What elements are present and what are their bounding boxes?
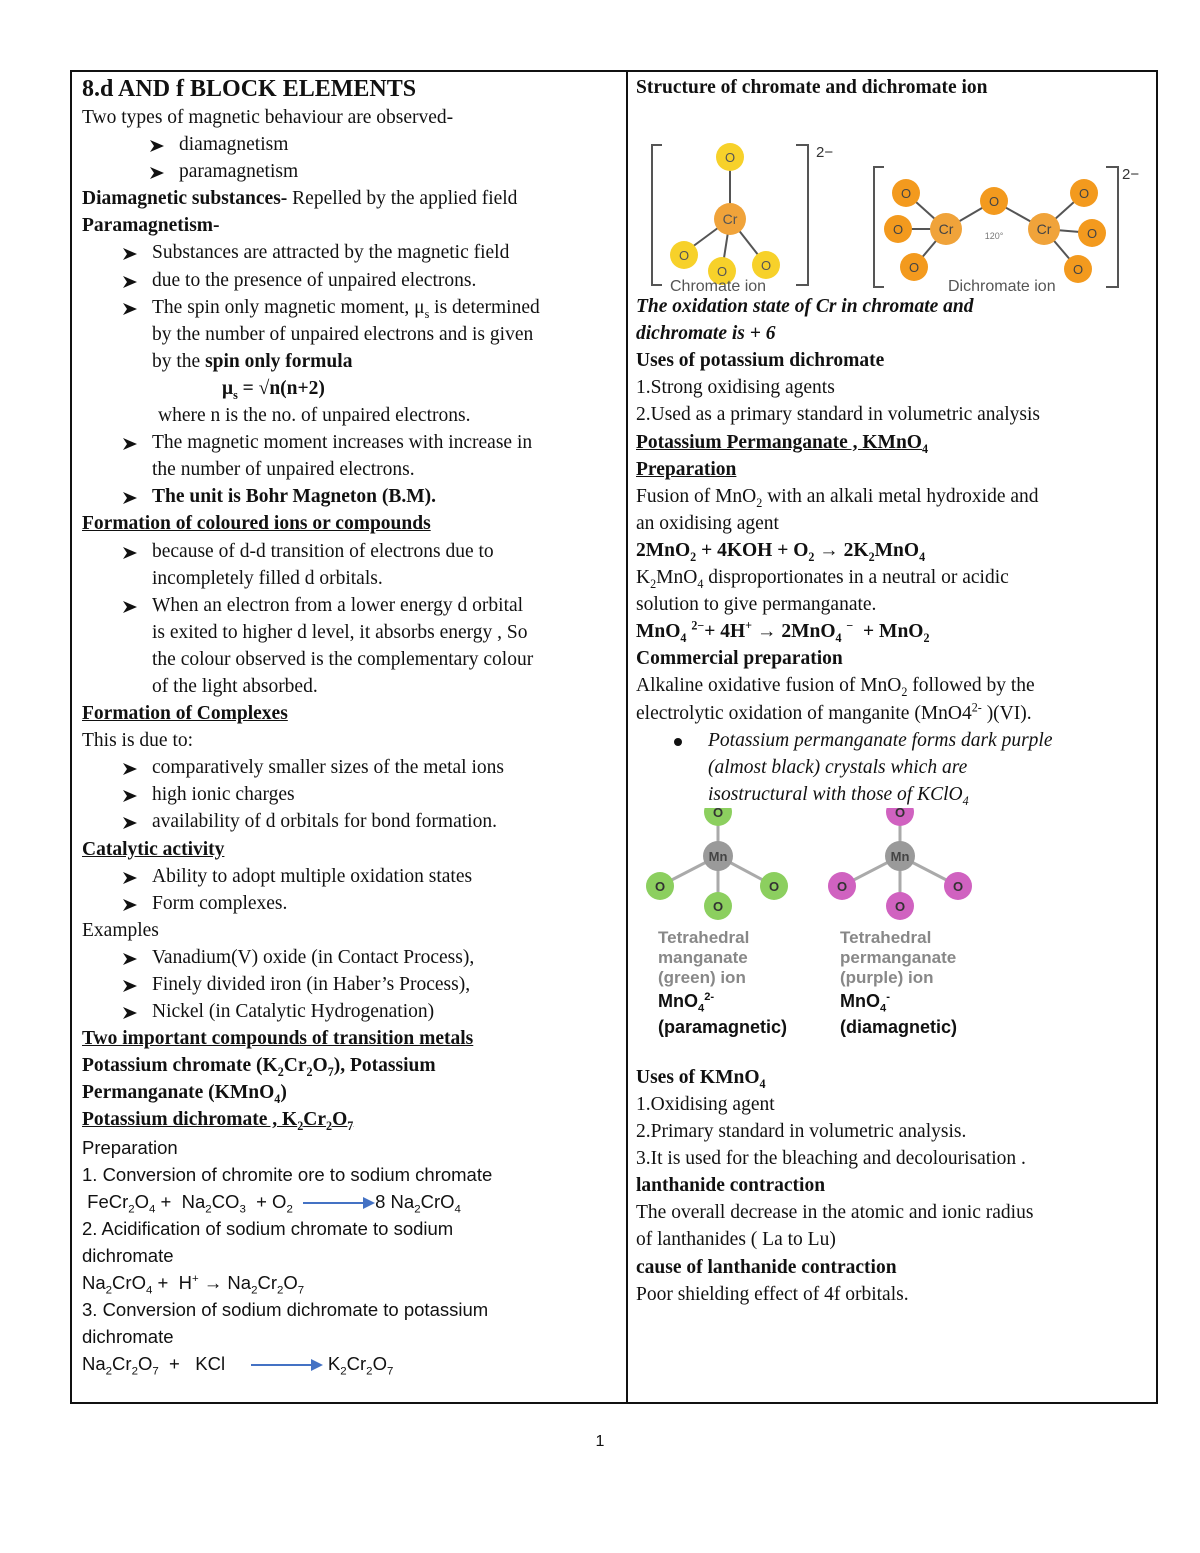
list-item: paramagnetism: [82, 158, 622, 185]
column-divider: [626, 70, 628, 1404]
page-number: 1: [595, 1433, 605, 1450]
list-item: Ability to adopt multiple oxidation states: [82, 863, 622, 890]
equation-1: $FeCr_2O_4 + Na_2CO_3 + O_2$ 8 $Na_2CrO_4$: [82, 1190, 461, 1216]
list-item: comparatively smaller sizes of the metal ions: [82, 754, 622, 781]
purple-text: (almost black) crystals which are: [708, 756, 968, 778]
section-heading: Structure of chromate and dichromate ion: [636, 77, 988, 98]
coloured-text: is exited to higher d level, it absorbs energy , So: [152, 621, 528, 643]
svg-text:O: O: [988, 194, 1000, 210]
diamagnetic-definition: Diamagnetic substances- Repelled by the applied field: [82, 188, 518, 210]
arrow-bullet-icon: [122, 944, 138, 966]
arrow-bullet-icon: [122, 781, 138, 803]
oxidation-state-b: dichromate is + 6: [636, 323, 776, 345]
svg-text:O: O: [908, 260, 920, 276]
arrow-bullet-icon: [122, 267, 138, 289]
increase-text: the number of unpaired electrons.: [152, 459, 415, 481]
arrow-bullet-icon: [122, 890, 138, 912]
dichromate-label: Dichromate ion: [948, 278, 1056, 296]
section-heading: Commercial preparation: [636, 648, 843, 670]
dichromate-charge: 2−: [1122, 166, 1140, 184]
section-heading: Potassium Permanganate , KMnO$_4$: [636, 431, 929, 456]
list-item: 1.Strong oxidising agents: [636, 377, 835, 399]
list-item: When an electron from a lower energy d orbital: [82, 592, 622, 619]
list-item: Vanadium(V) oxide (in Contact Process),: [82, 944, 622, 971]
svg-text:O: O: [724, 150, 736, 166]
arrow-bullet-icon: [122, 538, 138, 560]
coloured-text: of the light absorbed.: [152, 675, 318, 697]
section-heading: Formation of coloured ions or compounds: [82, 513, 431, 535]
list-item: due to the presence of unpaired electrons.: [82, 267, 622, 294]
tetrahedral-ions-icon: [636, 808, 1151, 928]
manganate-label: Tetrahedral manganate (green) ion MnO$_4^{2-}$ (paramagnetic): [658, 927, 788, 1037]
section-heading: Uses of KMnO$_4$: [636, 1066, 766, 1091]
magnetic-intro: Two types of magnetic behaviour are observed-: [82, 107, 454, 128]
examples-label: Examples: [82, 919, 159, 941]
svg-text:Mn: Mn: [890, 848, 910, 864]
step-2: 2. Acidification of sodium chromate to sodium: [82, 1217, 454, 1239]
oxidation-state: The oxidation state of Cr in chromate and: [636, 296, 974, 318]
compounds-line: Potassium chromate $(K_2Cr_2O_7)$, Potassium: [82, 1055, 436, 1080]
svg-text:O: O: [900, 186, 912, 202]
fusion-text: Fusion of MnO$_2$ with an alkali metal hydroxide and: [636, 485, 1039, 510]
list-item: The magnetic moment increases with increase in: [82, 429, 622, 456]
step-2b: dichromate: [82, 1244, 174, 1266]
arrow-bullet-icon: [122, 294, 138, 316]
svg-text:Cr: Cr: [1036, 221, 1052, 238]
list-item: Form complexes.: [82, 890, 622, 917]
preparation-label: Preparation: [82, 1136, 178, 1158]
equation-fusion: $2MnO_2 + 4KOH + O_2 \to 2K_2MnO_4$: [636, 539, 926, 564]
svg-text:O: O: [1078, 186, 1090, 202]
tetrahedral-labels: [636, 928, 1151, 1064]
fusion-text: an oxidising agent: [636, 512, 779, 534]
coloured-text: the colour observed is the complementary colour: [152, 648, 534, 670]
arrow-bullet-icon: [122, 483, 138, 505]
permanganate-label: Tetrahedral permanganate (purple) ion MnO$_4$- (diamagnetic): [840, 927, 958, 1037]
list-item: 1.Oxidising agent: [636, 1093, 775, 1115]
reaction-arrow-icon: [303, 1196, 375, 1210]
svg-text:O: O: [712, 898, 724, 914]
left-column: [82, 74, 622, 1377]
equation-3: $Na_2Cr_2O_7$ + KCl $K_2Cr_2O_7$: [82, 1353, 394, 1378]
chromate-label: Chromate ion: [670, 278, 767, 296]
svg-text:Cr: Cr: [722, 211, 738, 228]
svg-text:Cr: Cr: [938, 221, 954, 238]
formula-note: where n is the no. of unpaired electrons.: [158, 405, 471, 427]
right-column: [636, 74, 1151, 1308]
disproportionation-text: $K_2MnO_4$ disproportionates in a neutral or acidic: [636, 567, 1009, 591]
arrow-bullet-icon: [122, 808, 138, 830]
purple-text: isostructural with those of KClO$_4$: [708, 783, 969, 808]
step-1: 1. Conversion of chromite ore to sodium chromate: [82, 1163, 493, 1185]
arrow-bullet-icon: [122, 971, 138, 993]
section-heading: Catalytic activity: [82, 838, 225, 860]
svg-text:120°: 120°: [984, 231, 1004, 242]
arrow-bullet-icon: [122, 863, 138, 885]
chromate-charge: 2−: [816, 144, 834, 162]
svg-text:O: O: [892, 222, 904, 238]
section-heading: Two important compounds of transition metals: [82, 1028, 474, 1050]
svg-text:O: O: [712, 807, 724, 820]
reaction-arrow-icon: [251, 1358, 323, 1372]
arrow-bullet-icon: [122, 429, 138, 451]
svg-text:O: O: [894, 807, 906, 820]
list-item: Finely divided iron (in Haber’s Process),: [82, 971, 622, 998]
svg-text:O: O: [1086, 226, 1098, 242]
page-title: 8.d AND f BLOCK ELEMENTS: [82, 76, 417, 102]
cause-text: Poor shielding effect of 4f orbitals.: [636, 1283, 909, 1305]
list-item: The spin only magnetic moment, $\mu_s$ is determined: [82, 294, 622, 321]
equation-2: $Na_2CrO_4 + H^+ \to Na_2Cr_2O_7$: [82, 1272, 305, 1297]
svg-text:O: O: [760, 258, 772, 274]
equation-disproportionation: MnO$_4$ $^{2-}$+ 4H+ → 2MnO$_4$ − + MnO$_2$: [636, 618, 930, 646]
svg-text:Mn: Mn: [708, 848, 728, 864]
list-item: The unit is Bohr Magneton (B.M).: [82, 483, 622, 510]
svg-text:O: O: [654, 878, 666, 894]
step-3: 3. Conversion of sodium dichromate to potassium: [82, 1299, 489, 1321]
svg-text:O: O: [952, 878, 964, 894]
list-item: 3.It is used for the bleaching and decolourisation .: [636, 1148, 1026, 1170]
section-heading: cause of lanthanide contraction: [636, 1256, 897, 1278]
arrow-bullet-icon: [122, 592, 138, 614]
arrow-bullet-icon: [149, 131, 165, 153]
svg-text:O: O: [836, 878, 848, 894]
section-heading: Uses of potassium dichromate: [636, 350, 885, 372]
arrow-bullet-icon: [122, 998, 138, 1020]
spin-formula: $\mu_s = √n(n+2)$: [222, 377, 325, 402]
arrow-bullet-icon: [122, 239, 138, 261]
coloured-text: incompletely filled d orbitals.: [152, 567, 383, 589]
list-item: high ionic charges: [82, 781, 622, 808]
complex-intro: This is due to:: [82, 730, 194, 752]
disproportionation-text: solution to give permanganate.: [636, 594, 877, 616]
arrow-bullet-icon: [122, 754, 138, 776]
list-item: Substances are attracted by the magnetic field: [82, 239, 622, 266]
list-item: Nickel (in Catalytic Hydrogenation): [82, 998, 622, 1025]
compounds-line: Permanganate (KMnO$_4$): [82, 1082, 287, 1107]
list-item: diamagnetism: [82, 131, 622, 158]
svg-text:O: O: [1072, 262, 1084, 278]
section-heading: Preparation: [636, 458, 737, 480]
arrow-bullet-icon: [149, 158, 165, 180]
commercial-text: electrolytic oxidation of manganite ($MnO4^{2-}$ )(VI).: [636, 700, 1032, 724]
section-heading: Potassium dichromate , $K_2Cr_2O_7$: [82, 1109, 354, 1134]
lanthanide-text: The overall decrease in the atomic and ionic radius: [636, 1202, 1034, 1224]
chromate-dichromate-figure: [636, 101, 1151, 296]
svg-text:O: O: [894, 898, 906, 914]
step-3b: dichromate: [82, 1326, 174, 1348]
svg-text:O: O: [768, 878, 780, 894]
list-item: because of d-d transition of electrons due to: [82, 538, 622, 565]
spin-text: by the number of unpaired electrons and is given: [152, 323, 534, 345]
lanthanide-text: of lanthanides ( La to Lu): [636, 1229, 836, 1251]
list-item: 2.Primary standard in volumetric analysis.: [636, 1121, 967, 1143]
commercial-text: Alkaline oxidative fusion of MnO$_2$ followed by the: [636, 675, 1035, 700]
list-item: 2.Used as a primary standard in volumetric analysis: [636, 404, 1040, 426]
svg-text:O: O: [716, 264, 728, 280]
tetrahedral-figure: [636, 808, 1151, 928]
list-item: availability of d orbitals for bond formation.: [82, 808, 622, 835]
spin-text: by the spin only formula: [152, 350, 353, 372]
svg-text:O: O: [678, 248, 690, 264]
section-heading: Formation of Complexes: [82, 703, 288, 725]
list-item: Potassium permanganate forms dark purple: [636, 727, 1151, 754]
chromate-dichromate-structure-icon: [636, 101, 1151, 293]
section-heading: lanthanide contraction: [636, 1175, 826, 1197]
paramagnetism-heading: Paramagnetism-: [82, 215, 220, 237]
dot-bullet-icon: [674, 738, 682, 746]
